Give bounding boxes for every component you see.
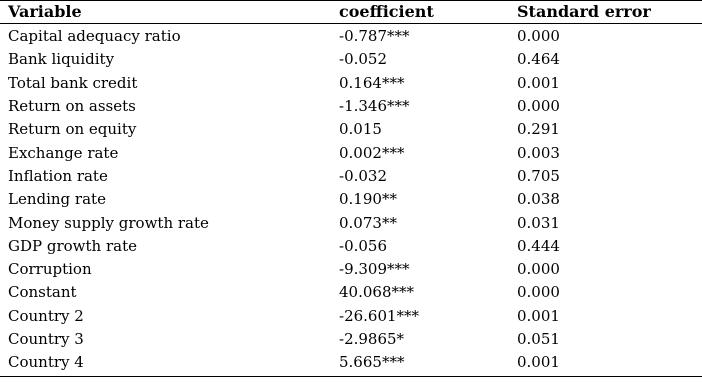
variable-cell: Lending rate — [8, 190, 106, 209]
variable-cell: Country 4 — [8, 353, 84, 372]
table-row — [0, 141, 702, 164]
coefficient-cell: 0.190** — [339, 190, 397, 209]
header-coefficient: coefficient — [339, 2, 434, 21]
coefficient-cell: 40.068*** — [339, 283, 414, 302]
standard-error-cell: 0.031 — [517, 213, 560, 232]
table-row — [0, 235, 702, 258]
coefficient-cell: 5.665*** — [339, 353, 405, 372]
header-row — [0, 0, 702, 24]
table-row — [0, 281, 702, 304]
coefficient-cell: -26.601*** — [339, 306, 420, 325]
variable-cell: Exchange rate — [8, 143, 119, 162]
coefficient-cell: -1.346*** — [339, 97, 410, 116]
variable-cell: Country 3 — [8, 330, 84, 348]
variable-cell: Return on equity — [8, 120, 137, 139]
standard-error-cell: 0.000 — [517, 283, 560, 302]
standard-error-cell: 0.051 — [517, 330, 560, 348]
standard-error-cell: 0.291 — [517, 120, 560, 139]
header-standard-error: Standard error — [517, 2, 651, 21]
variable-cell: Bank liquidity — [8, 50, 115, 69]
variable-cell: Total bank credit — [8, 73, 138, 92]
standard-error-cell: 0.705 — [517, 166, 560, 185]
variable-cell: Capital adequacy ratio — [8, 27, 181, 46]
table-row — [0, 258, 702, 281]
standard-error-cell: 0.001 — [517, 353, 560, 372]
table-row — [0, 305, 702, 328]
variable-cell: Country 2 — [8, 306, 84, 325]
variable-cell: Constant — [8, 283, 77, 302]
table-row — [0, 351, 702, 374]
coefficient-cell: 0.164*** — [339, 73, 405, 92]
standard-error-cell: 0.001 — [517, 306, 560, 325]
table-body — [0, 24, 702, 374]
standard-error-cell: 0.003 — [517, 143, 560, 162]
variable-cell: Money supply growth rate — [8, 213, 209, 232]
variable-cell: Return on assets — [8, 97, 136, 116]
bottom-rule — [0, 376, 702, 377]
standard-error-cell: 0.000 — [517, 27, 560, 46]
table-row — [0, 328, 702, 351]
coefficient-cell: -9.309*** — [339, 260, 410, 279]
coefficient-cell: 0.002*** — [339, 143, 405, 162]
standard-error-cell: 0.038 — [517, 190, 560, 209]
coefficient-cell: -0.787*** — [339, 27, 410, 46]
standard-error-cell: 0.000 — [517, 97, 560, 116]
standard-error-cell: 0.444 — [517, 236, 560, 255]
variable-cell: Inflation rate — [8, 166, 108, 185]
coefficient-cell: 0.073** — [339, 213, 397, 232]
table-row — [0, 165, 702, 188]
table-row — [0, 95, 702, 118]
variable-cell: Corruption — [8, 260, 92, 279]
coefficient-cell: 0.015 — [339, 120, 382, 139]
coefficient-cell: -0.032 — [339, 166, 388, 185]
table-row — [0, 24, 702, 48]
table-row — [0, 188, 702, 211]
variable-cell: GDP growth rate — [8, 236, 137, 255]
coefficient-cell: -0.052 — [339, 50, 388, 69]
standard-error-cell: 0.464 — [517, 50, 560, 69]
table-row — [0, 48, 702, 71]
standard-error-cell: 0.001 — [517, 73, 560, 92]
standard-error-cell: 0.000 — [517, 260, 560, 279]
table-row — [0, 211, 702, 234]
table-row — [0, 118, 702, 141]
header-variable: Variable — [8, 2, 82, 21]
table-row — [0, 72, 702, 95]
coefficient-cell: -2.9865* — [339, 330, 405, 348]
coefficient-cell: -0.056 — [339, 236, 388, 255]
